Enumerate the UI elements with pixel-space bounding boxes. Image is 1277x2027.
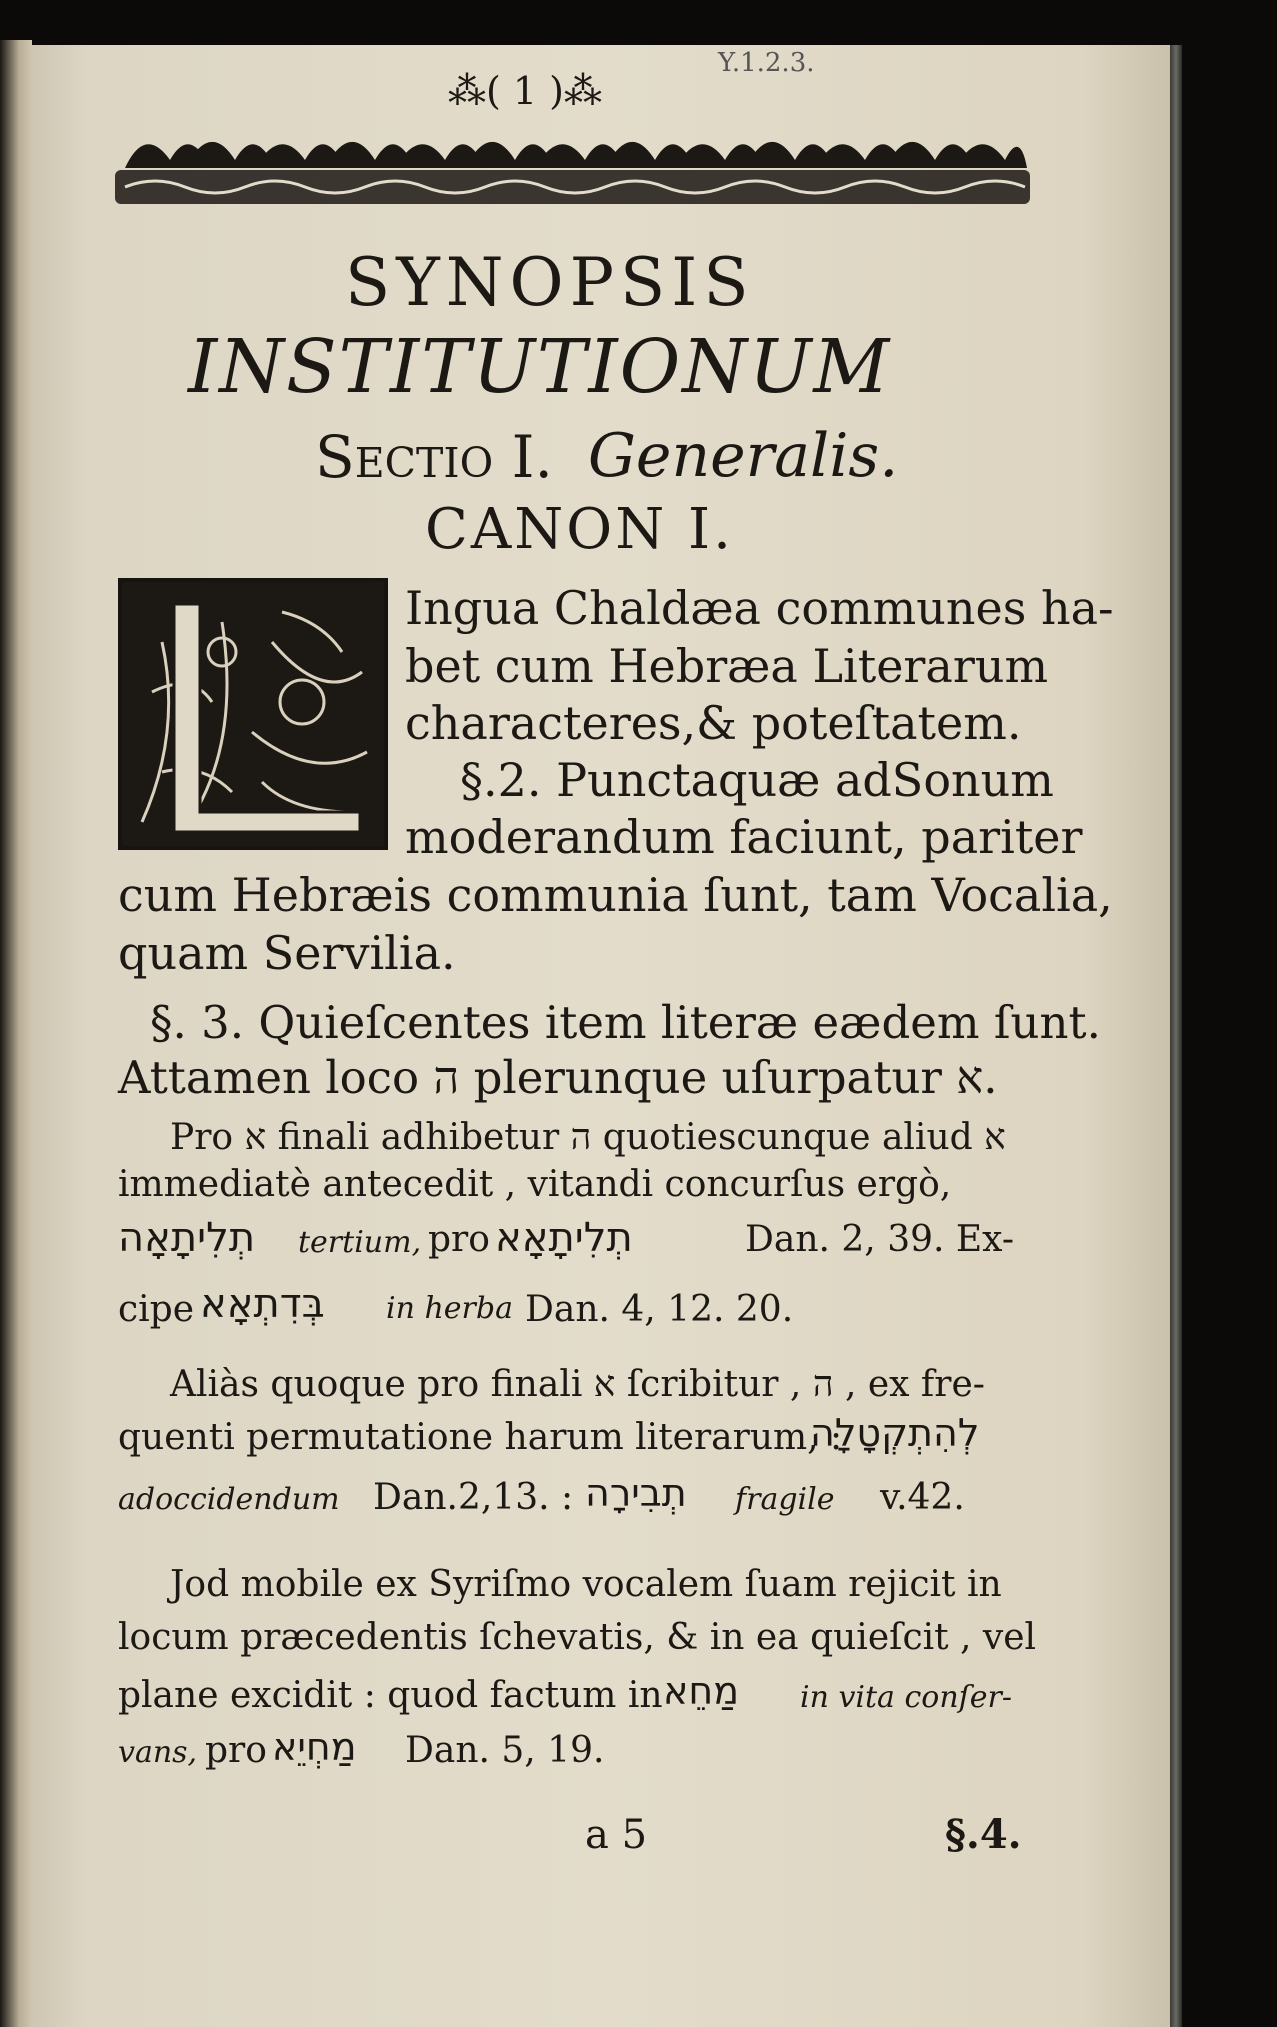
note3-pro: pro [205, 1730, 267, 1771]
para3-line-2: Attamen loco ה plerunque uſurpatur א. [118, 1051, 998, 1104]
section-name: Generalis. [588, 421, 899, 491]
section-label: Sectio I. [315, 423, 553, 491]
note2-line-2: quenti permutatione harum literarum, : [118, 1417, 843, 1458]
note2-line-1: Aliàs quoque pro finali א ſcribitur , ה , ex fre- [170, 1364, 985, 1405]
note1-italic-herba: in herba [386, 1291, 513, 1326]
canon-line-4: §.2. Punctaquæ adSonum [460, 753, 1054, 807]
canon-heading: CANON I. [425, 497, 734, 562]
binding-spine [1170, 45, 1182, 2027]
canon-line-3: characteres,& poteſtatem. [405, 696, 1022, 750]
title-synopsis: SYNOPSIS [345, 244, 755, 321]
note3-line-3: plane excidit : quod factum in [118, 1675, 663, 1716]
note2-italic-adoccidendum: adoccidendum [118, 1482, 340, 1517]
note3-italic-vans: vans, [118, 1735, 198, 1770]
canon-line-5: moderandum faciunt, pariter [405, 810, 1083, 864]
note2-hebrew-b: תְבִירָה [585, 1471, 687, 1515]
ornament-band [115, 120, 1030, 208]
foliage-pattern [122, 582, 384, 846]
note3-italic: in vita conſer- [800, 1680, 1012, 1715]
canon-line-6: cum Hebræis communia ſunt, tam Vocalia, [118, 868, 1113, 922]
decorated-initial [118, 578, 388, 850]
note1-hebrew-b: תְלִיתָאָא [495, 1215, 633, 1261]
note1-ref: Dan. 2, 39. Ex- [745, 1219, 1014, 1260]
note1-ref-2: Dan. 4, 12. 20. [525, 1289, 794, 1330]
left-page-edge [0, 40, 32, 2027]
catchword: §.4. [945, 1811, 1022, 1858]
note1-italic-tertium: tertium, [298, 1225, 422, 1260]
para3-line-1: §. 3. Quieſcentes item literæ eædem ſunt. [150, 996, 1101, 1049]
note1-line-2: immediatè antecedit , vitandi concurſus ergò, [118, 1164, 952, 1205]
note3-line-1: Jod mobile ex Syriſmo vocalem ſuam rejicit in [170, 1564, 1002, 1605]
title-institutionum: INSTITUTIONUM [188, 324, 892, 410]
canon-line-7: quam Servilia. [118, 926, 456, 980]
note1-pro: pro [428, 1219, 490, 1260]
note1-cipe: cipe [118, 1289, 195, 1330]
canon-line-1: Ingua Chaldæa communes ha- [405, 581, 1114, 635]
catalog-mark: Y.1.2.3. [718, 48, 815, 78]
note1-line-1: Pro א finali adhibetur ה quotiescunque aliud א [170, 1117, 1006, 1158]
note2-italic-fragile: fragile [735, 1482, 835, 1517]
note1-hebrew-a: תְלִיתָאָה [118, 1215, 256, 1261]
note3-hebrew-b: מַחְיֵא [272, 1725, 357, 1769]
note3-ref: Dan. 5, 19. [405, 1730, 605, 1771]
signature-mark: a 5 [585, 1812, 648, 1858]
note3-line-2: locum præcedentis ſchevatis, & in ea quieſcit , vel [118, 1617, 1037, 1658]
note2-ref: Dan.2,13. : [373, 1477, 574, 1518]
page-number-mark: ⁂( 1 )⁂ [448, 69, 602, 113]
note2-hebrew-a: לְהִתְקְטָלָה [810, 1411, 980, 1455]
note2-ref-2: v.42. [880, 1477, 965, 1518]
note1-hebrew-c: בְּדִתְאָא [200, 1281, 325, 1327]
note3-hebrew-a: מַחֵא [663, 1669, 740, 1713]
canon-line-2: bet cum Hebræa Literarum [405, 639, 1049, 693]
